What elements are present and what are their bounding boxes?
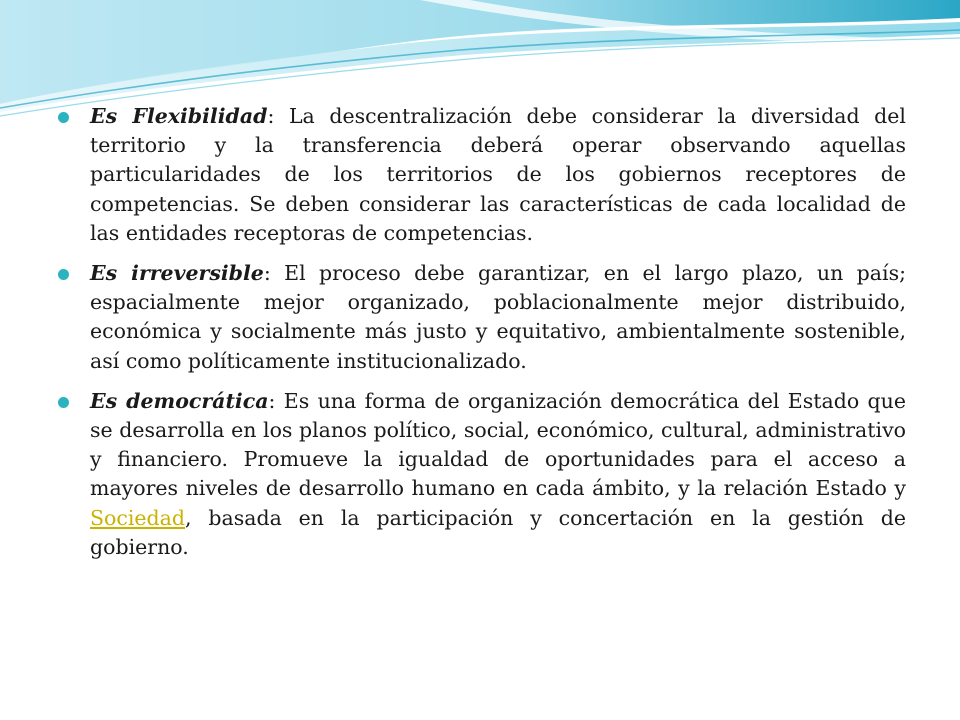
sociedad-link[interactable]: Sociedad <box>90 505 186 530</box>
bullet-item-irreversible <box>58 259 906 376</box>
bullet-term: Es democrática <box>90 388 269 413</box>
bullet-body-text: : Es una forma de organización democrática del Estado que se desarrolla en los planos político, social, económico, cultural, administrativo y financiero. Promueve la igualdad de oportunidades para el acceso a mayores niveles de desarrollo humano en cada ámbito, y la relación Estado y <box>90 388 906 501</box>
bullet-item-democratica <box>58 387 906 562</box>
bullet-body-text: : El proceso debe garantizar, en el largo plazo, un país; espacialmente mejor organizado, poblacionalmente mejor distribuido, económica y socialmente más justo y equitativo, ambientalmente sostenible, así como políticamente institucionalizado. <box>90 261 907 373</box>
bullet-dot-icon <box>58 269 69 280</box>
bullet-body-text: : La descentralización debe considerar la diversidad del territorio y la transferencia deberá operar observando aquellas particularidades de los territorios de los gobiernos receptores de competencias. Se deben considerar las características de cada localidad de las entidades receptoras de competencias. <box>90 104 906 245</box>
bullet-dot-icon <box>58 397 69 408</box>
bullet-paragraph <box>90 259 906 376</box>
bullet-term: Es Flexibilidad <box>90 104 268 128</box>
bullet-list <box>58 102 906 573</box>
bullet-item-flexibilidad <box>58 102 906 248</box>
bullet-paragraph <box>90 387 906 562</box>
bullet-dot-icon <box>58 112 69 123</box>
bullet-paragraph <box>90 102 906 248</box>
bullet-body-text-end: , basada en la participación y concertación en la gestión de gobierno. <box>90 505 906 559</box>
bullet-term: Es irreversible <box>90 261 264 286</box>
